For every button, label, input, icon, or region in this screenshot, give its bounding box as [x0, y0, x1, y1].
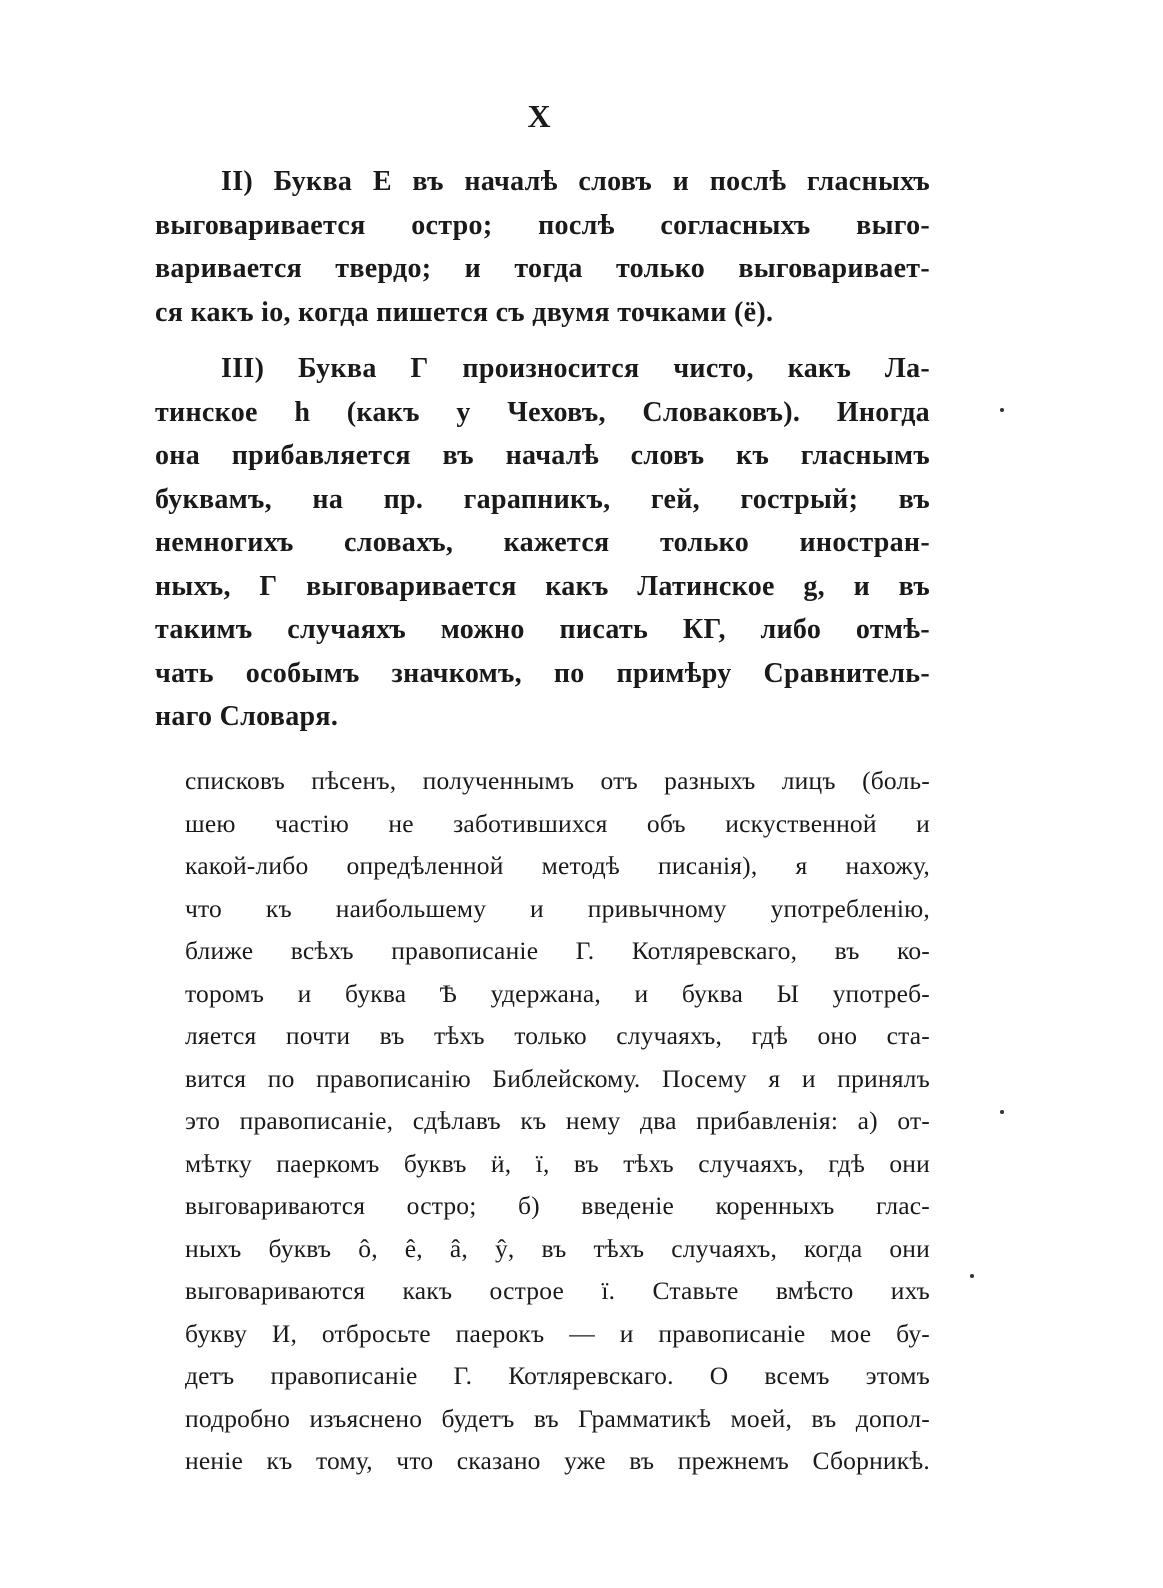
text-line: буквамъ, на пр. гарапникъ, гей, гострый; въ — [155, 483, 930, 515]
text-line: букву И, отбросьте паерокъ — и правописаніе мое бу- — [185, 1318, 930, 1348]
text-line: выговариваются какъ острое ї. Ставьте вмѣсто ихъ — [185, 1276, 930, 1305]
text-line: ныхъ буквъ ô, ê, â, ŷ, въ тѣхъ случаяхъ, когда они — [185, 1233, 930, 1263]
text-line: ляется почти въ тѣхъ только случаяхъ, гдѣ оно ста- — [185, 1021, 930, 1050]
text-line: такимъ случаяхъ можно писать КГ, либо отмѣ- — [155, 614, 930, 645]
text-line: выговариваются остро; б) введеніе коренныхъ глас- — [185, 1191, 930, 1220]
text-line: варивается твердо; и тогда только выговаривает- — [155, 253, 930, 284]
scan-speck — [970, 1274, 974, 1278]
text-line: мѣтку паеркомъ буквъ ӥ, ї, въ тѣхъ случаяхъ, гдѣ они — [185, 1148, 930, 1178]
text-line: это правописаніе, сдѣлавъ къ нему два прибавленія: а) от- — [185, 1106, 930, 1135]
text-line: ближе всѣхъ правописаніе Г. Котляревскаго, въ ко- — [185, 936, 930, 965]
text-line: наго Словаря. — [155, 701, 339, 732]
scan-speck — [1000, 1110, 1004, 1114]
text-line: какой-либо опредѣленной методѣ писанія), я нахожу, — [185, 851, 930, 880]
text-line: III) Буква Г произносится чисто, какъ Ла- — [221, 353, 930, 384]
text-line: тинское h (какъ у Чеховъ, Словаковъ). Иногда — [155, 396, 930, 428]
text-line: выговаривается остро; послѣ согласныхъ выго- — [155, 209, 930, 241]
text-line: что къ наибольшему и привычному употребленію, — [185, 893, 930, 923]
page-number: X — [527, 98, 553, 134]
text-line: вится по правописанію Библейскому. Посему я и принялъ — [185, 1063, 930, 1093]
text-line: немногихъ словахъ, кажется только иностран- — [155, 527, 930, 558]
text-line: торомъ и буква Ѣ удержана, и буква Ы употреб- — [185, 978, 930, 1008]
text-line: детъ правописаніе Г. Котляревскаго. О всемъ этомъ — [185, 1361, 930, 1390]
section-iii-paragraph — [155, 347, 930, 739]
text-line: она прибавляется въ началѣ словъ къ гласнымъ — [155, 440, 930, 471]
text-line: чать особымъ значкомъ, по примѣру Сравнитель- — [155, 657, 930, 689]
text-line: шею частію не заботившихся объ искуственной и — [185, 808, 930, 838]
continuation-paragraph — [185, 760, 930, 1483]
text-line: подробно изъяснено будетъ въ Грамматикѣ моей, въ допол- — [185, 1403, 930, 1433]
text-line: II) Буква Е въ началѣ словъ и послѣ гласныхъ — [221, 166, 930, 197]
text-line: списковъ пѣсенъ, полученнымъ отъ разныхъ лицъ (боль- — [185, 766, 930, 795]
text-line: ся какъ іо, когда пишется съ двумя точками (ё). — [155, 296, 774, 328]
text-line: неніе къ тому, что сказано уже въ прежнемъ Сборникѣ. — [185, 1446, 930, 1475]
text-line: ныхъ, Г выговаривается какъ Латинское g, и въ — [155, 570, 930, 602]
scan-speck — [1000, 408, 1004, 412]
section-ii-paragraph — [155, 160, 930, 334]
